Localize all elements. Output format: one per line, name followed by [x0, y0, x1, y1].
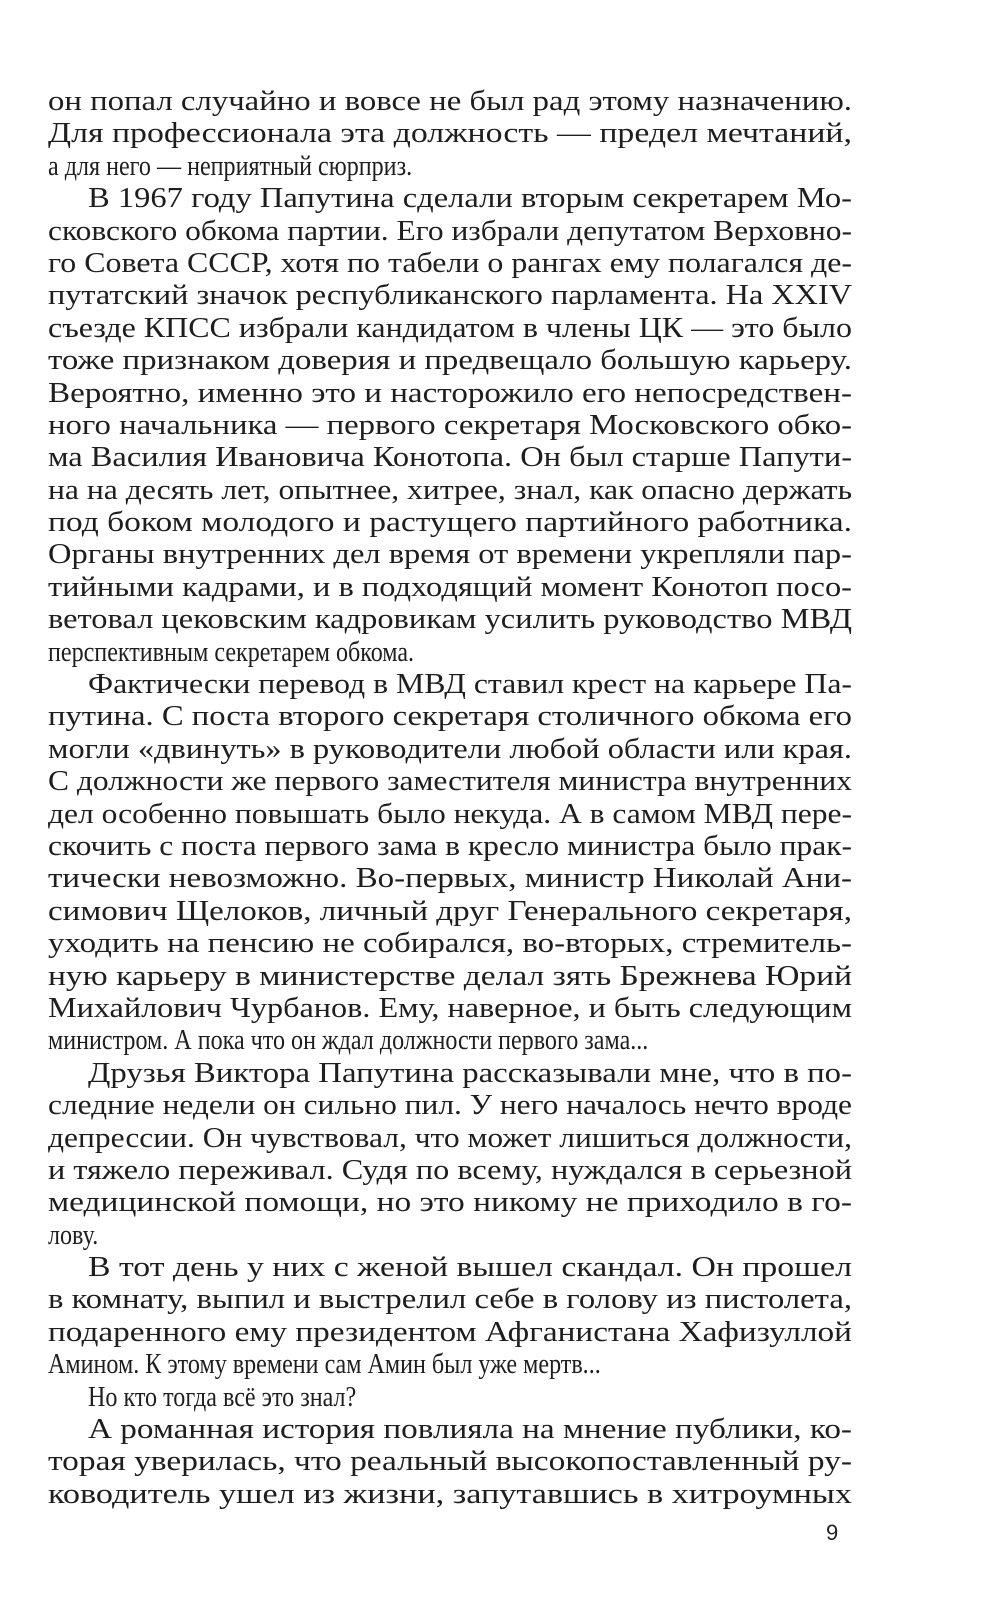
text-line — [48, 572, 852, 604]
text-line — [48, 507, 852, 539]
text-line-content: ма Василия Ивановича Конотопа. Он был старше Папути- — [48, 442, 852, 474]
text-line-content: В тот день у них с женой вышел скандал. Он прошел — [88, 1252, 852, 1284]
text-line — [48, 1155, 852, 1187]
paragraph — [48, 1252, 852, 1382]
text-line — [48, 118, 852, 150]
text-line — [48, 928, 852, 960]
text-line — [48, 183, 852, 215]
text-line — [48, 248, 852, 280]
text-line-content: С должности же первого заместителя министра внутренних — [48, 766, 852, 798]
paragraph — [48, 669, 852, 1058]
text-line-content: ного начальника — первого секретаря Московского обко- — [48, 409, 852, 441]
text-line-content: тийными кадрами, и в подходящий момент Конотоп посо- — [48, 571, 852, 603]
text-line — [48, 1058, 852, 1090]
text-line-content: Вероятно, именно это и насторожило его непосредствен- — [48, 377, 853, 409]
paragraph — [48, 1414, 852, 1511]
text-line — [48, 1382, 852, 1414]
text-line — [48, 1446, 852, 1478]
text-line — [48, 1414, 852, 1446]
page-body-text — [48, 86, 852, 1511]
text-line — [48, 604, 852, 636]
text-line — [48, 896, 852, 928]
text-line — [48, 378, 852, 410]
text-line-content: симович Щелоков, личный друг Генерального секретаря, — [48, 895, 853, 927]
paragraph — [48, 86, 852, 183]
text-line — [48, 701, 852, 733]
text-line — [48, 1220, 852, 1252]
text-line-content: и тяжело переживал. Судя по всему, нуждался в серьезной — [48, 1154, 852, 1186]
text-line — [48, 669, 852, 701]
text-line-content: могли «двинуть» в руководители любой области или края. — [48, 733, 852, 765]
text-line-content: под боком молодого и растущего партийного работника. — [48, 507, 852, 539]
text-line — [48, 863, 852, 895]
text-line-content: перспективным секретарем обкома. — [48, 636, 415, 668]
text-line-content: А романная история повлияла на мнение публики, ко- — [88, 1414, 852, 1446]
text-line — [48, 313, 852, 345]
text-line-content: уходить на пенсию не собирался, во-вторых, стремитель- — [48, 928, 852, 960]
text-line — [48, 475, 852, 507]
text-line — [48, 151, 852, 183]
text-line — [48, 442, 852, 474]
text-line-content: он попал случайно и вовсе не был рад этому назначению. — [48, 86, 852, 117]
text-line — [48, 1025, 852, 1057]
text-line — [48, 280, 852, 312]
text-line — [48, 993, 852, 1025]
text-line — [48, 831, 852, 863]
text-line-content: тоже признаком доверия и предвещало большую карьеру. — [48, 345, 852, 377]
page-number: 9 — [826, 1520, 839, 1545]
paragraph — [48, 183, 852, 669]
text-line — [48, 766, 852, 798]
text-line-content: ветовал цековским кадровикам усилить руководство МВД — [48, 604, 852, 636]
text-line-content: подаренного ему президентом Афганистана Хафизуллой — [48, 1316, 852, 1348]
text-line-content: Фактически перевод в МВД ставил крест на карьере Па- — [88, 669, 852, 701]
text-line — [48, 86, 852, 118]
text-line-content: на на десять лет, опытнее, хитрее, знал, как опасно держать — [48, 474, 852, 506]
paragraph — [48, 1058, 852, 1252]
text-line-content: торая уверилась, что реальный высокопоставленный ру- — [48, 1446, 852, 1478]
text-line — [48, 637, 852, 669]
text-line — [48, 216, 852, 248]
text-line-content: ную карьеру в министерстве делал зять Брежнева Юрий — [48, 960, 852, 992]
text-line-content: депрессии. Он чувствовал, что может лишиться должности, — [48, 1122, 852, 1154]
text-line-content: съезде КПСС избрали кандидатом в члены ЦК — это было — [48, 312, 852, 344]
text-line-content: ководитель ушел из жизни, запутавшись в хитроумных — [48, 1478, 852, 1510]
text-line-content: го Совета СССР, хотя по табели о рангах ему полагался де- — [48, 247, 853, 279]
text-line-content: Но кто тогда всё это знал? — [88, 1381, 357, 1413]
text-line — [48, 1317, 852, 1349]
text-line-content: министром. А пока что он ждал должности первого зама... — [48, 1025, 649, 1057]
text-line — [48, 799, 852, 831]
text-line-content: медицинской помощи, но это никому не приходило в го- — [48, 1187, 852, 1219]
text-line — [48, 539, 852, 571]
text-line — [48, 345, 852, 377]
text-line-content: сковского обкома партии. Его избрали депутатом Верховно- — [48, 215, 852, 247]
text-line — [48, 1349, 852, 1381]
text-line — [48, 1187, 852, 1219]
text-line-content: путина. С поста второго секретаря столичного обкома его — [48, 701, 852, 733]
text-line — [48, 1479, 852, 1511]
text-line-content: тически невозможно. Во-первых, министр Николай Ани- — [48, 863, 852, 895]
text-line-content: В 1967 году Папутина сделали вторым секретарем Мо- — [88, 183, 852, 215]
text-line-content: Друзья Виктора Папутина рассказывали мне, что в по- — [88, 1057, 852, 1089]
text-line — [48, 410, 852, 442]
paragraph — [48, 1382, 852, 1414]
text-line-content: а для него — неприятный сюрприз. — [48, 150, 413, 182]
text-line-content: лову. — [48, 1219, 99, 1251]
text-line-content: путатский значок республиканского парламента. На XXIV — [48, 280, 852, 312]
text-line — [48, 1252, 852, 1284]
text-line-content: следние недели он сильно пил. У него началось нечто вроде — [48, 1090, 852, 1122]
text-line — [48, 1123, 852, 1155]
text-line — [48, 1090, 852, 1122]
text-line — [48, 1284, 852, 1316]
text-line-content: дел особенно повышать было некуда. А в самом МВД пере- — [48, 798, 852, 830]
text-line-content: Амином. К этому времени сам Амин был уже мертв... — [48, 1349, 601, 1381]
text-line — [48, 734, 852, 766]
text-line-content: Михайлович Чурбанов. Ему, наверное, и быть следующим — [48, 992, 852, 1024]
text-line-content: скочить с поста первого зама в кресло министра было прак- — [48, 830, 852, 862]
text-line — [48, 961, 852, 993]
text-line-content: Для профессионала эта должность — предел мечтаний, — [48, 118, 852, 150]
text-line-content: Органы внутренних дел время от времени укрепляли пар- — [48, 539, 852, 571]
text-line-content: в комнату, выпил и выстрелил себе в голову из пистолета, — [48, 1284, 853, 1316]
